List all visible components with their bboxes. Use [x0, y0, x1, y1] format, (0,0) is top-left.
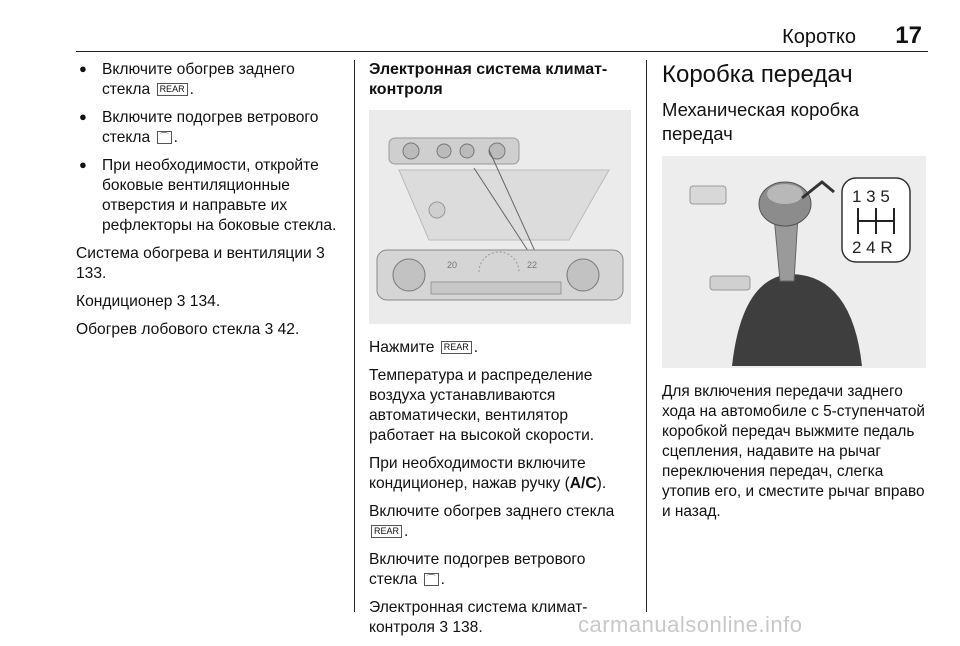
rear-defrost-icon: REAR: [157, 83, 188, 96]
paragraph: Температура и распределение воздуха устанавливаются автоматически, вентилятор работает на высокой скорости.: [369, 367, 595, 444]
subsection-heading: Механическая коробка передач: [662, 99, 860, 144]
paragraph-end: .: [440, 571, 445, 588]
page-header: [76, 22, 928, 50]
right-column: [662, 60, 928, 530]
paragraph: [369, 454, 635, 494]
left-column: [76, 60, 338, 348]
section-heading: Коробка передач: [662, 61, 853, 88]
list-item-end: .: [173, 129, 178, 146]
gear-shift-illustration: [662, 156, 926, 368]
paragraph-text: Включите обогрев заднего стекла: [369, 503, 615, 520]
column-divider: [646, 60, 647, 612]
list-item: [76, 156, 338, 236]
cross-reference: [76, 292, 338, 312]
panel-temp-left: 20: [447, 260, 458, 270]
list-item: [76, 108, 338, 148]
ref-text: Обогрев лобового стекла: [76, 321, 261, 338]
instruction-end: .: [473, 339, 479, 356]
windscreen-defrost-icon: ⌒: [424, 573, 439, 586]
page-number: 17: [895, 22, 922, 49]
list-item-end: .: [189, 81, 194, 98]
ref-link[interactable]: 3 138.: [439, 619, 483, 636]
watermark: carmanualsonline.info: [578, 612, 803, 637]
paragraph: Для включения передачи заднего хода на автомобиле с 5-ступенчатой коробкой передач выжмите педаль сцепления, надавите на рычаг переключения передач, слегка утопив его, и сместите рычаг вправо и назад.: [662, 383, 926, 520]
ref-link[interactable]: 3 134.: [176, 293, 221, 310]
cross-reference: [76, 320, 338, 340]
ref-link[interactable]: 3 42.: [264, 321, 300, 338]
gear-pattern-bottom: 2 4 R: [852, 238, 893, 257]
middle-column: [369, 60, 635, 646]
header-rule: [76, 51, 928, 52]
instruction: [369, 338, 635, 358]
cross-reference: [76, 244, 338, 284]
section-heading: Электронная система климат-контроля: [369, 61, 608, 98]
list-item: [76, 60, 338, 100]
ref-text: Электронная система климат-контроля: [369, 599, 588, 636]
windscreen-defrost-icon: ⌒: [157, 131, 172, 144]
paragraph-end: .: [404, 523, 409, 540]
paragraph-text: При необходимости включите кондиционер, нажав ручку (: [369, 455, 586, 492]
rear-defrost-icon: REAR: [371, 525, 402, 538]
ref-text: Кондиционер: [76, 293, 173, 310]
list-item-text: Включите подогрев ветрового стекла: [102, 109, 319, 146]
paragraph-text: Включите подогрев ветрового стекла: [369, 551, 586, 588]
climate-control-illustration: [369, 110, 631, 324]
rear-defrost-icon: REAR: [441, 341, 472, 354]
ref-link[interactable]: 3 133.: [76, 245, 325, 282]
paragraph-end: ).: [596, 475, 607, 492]
panel-temp-right: 22: [527, 260, 538, 270]
instruction-text: Нажмите: [369, 339, 435, 356]
ref-text: Система обогрева и вентиляции: [76, 245, 312, 262]
section-title: Коротко: [782, 26, 856, 48]
list-item-text: Включите обогрев заднего стекла: [102, 61, 295, 98]
bullet-list: [76, 60, 338, 236]
paragraph: [369, 550, 635, 590]
paragraph: [369, 502, 635, 542]
ac-label: A/C: [569, 475, 597, 492]
column-divider: [354, 60, 355, 612]
list-item-text: При необходимости, откройте боковые вентиляционные отверстия и направьте их рефлекторы на боковые стекла.: [102, 157, 337, 234]
gear-pattern-top: 1 3 5: [852, 187, 890, 206]
